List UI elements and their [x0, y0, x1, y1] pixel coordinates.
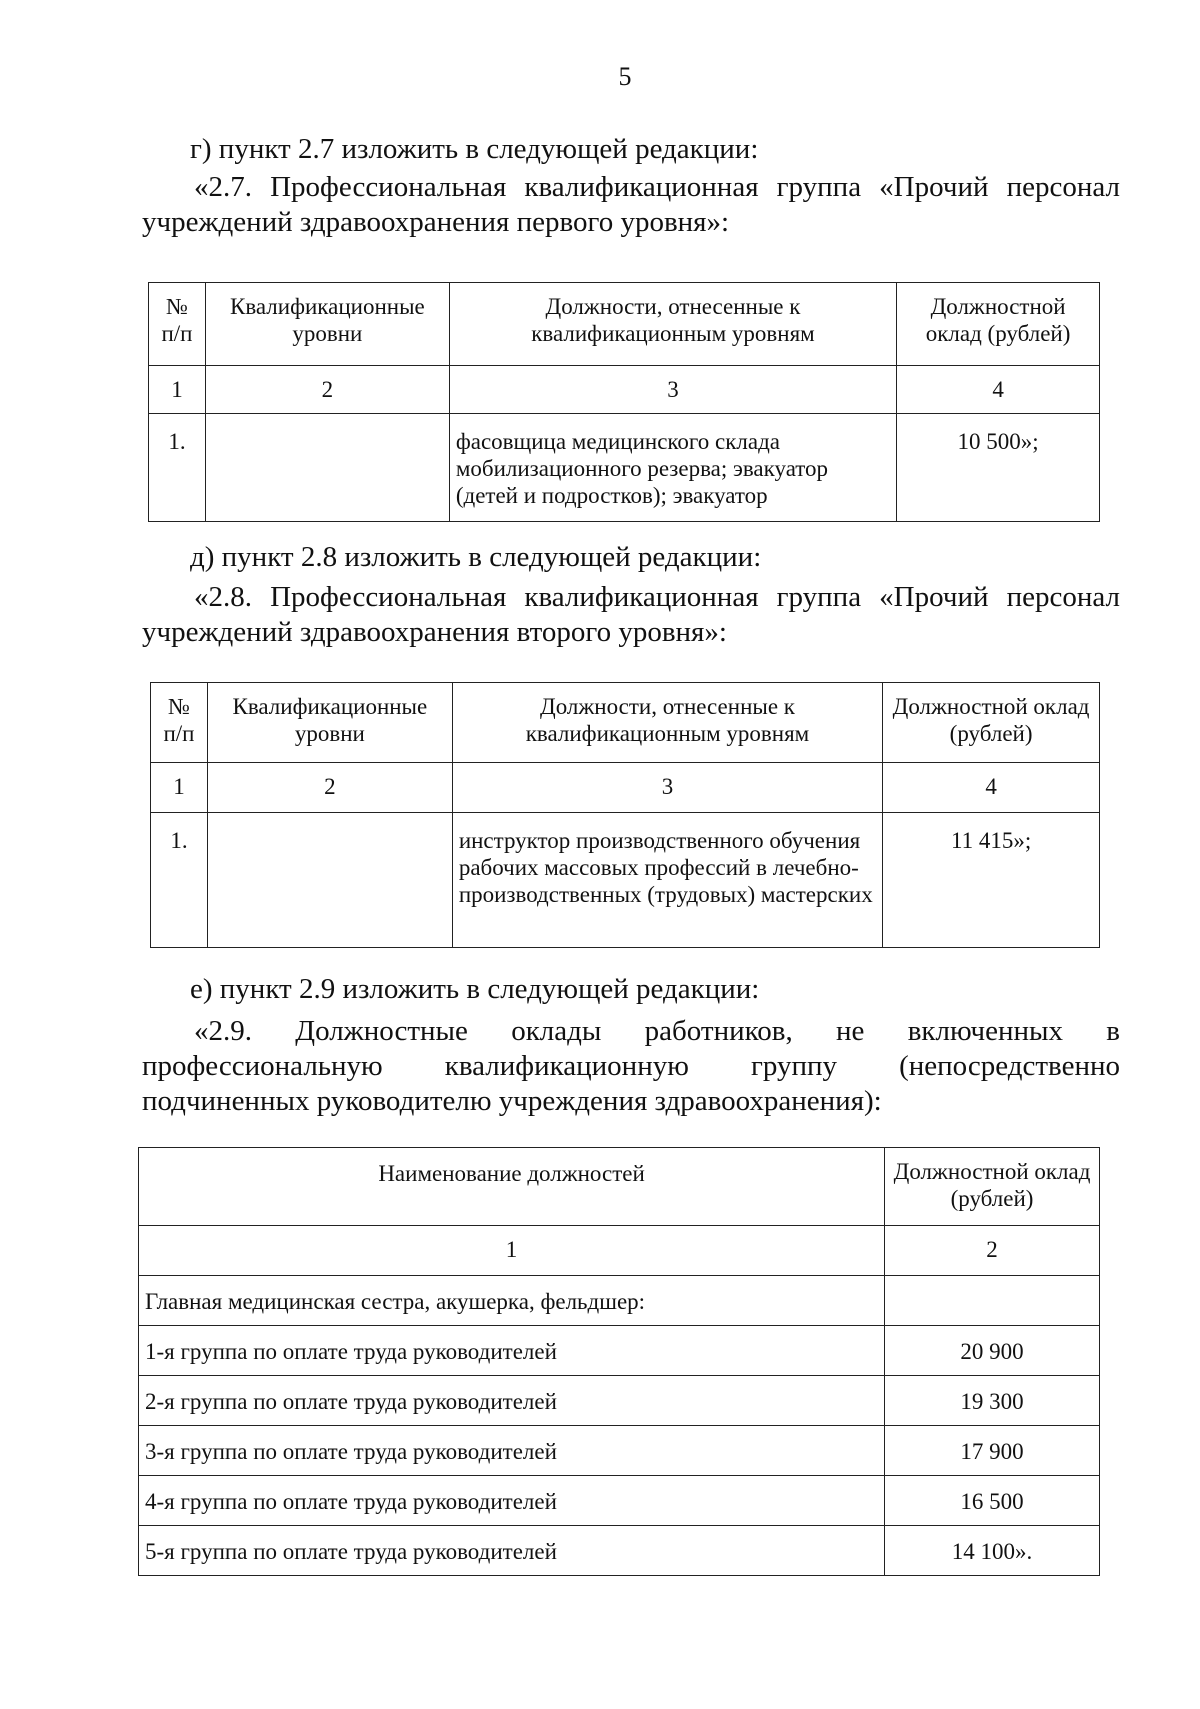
row-position-name: 5-я группа по оплате труда руководителей [139, 1526, 885, 1576]
section-g-heading: г) пункт 2.7 изложить в следующей редакции: [190, 133, 759, 165]
table-header-row [139, 1148, 1100, 1226]
row-salary: 10 500»; [897, 414, 1100, 522]
row-salary: 14 100». [885, 1526, 1100, 1576]
row-number: 1. [149, 414, 206, 522]
table-row [139, 1376, 1100, 1426]
table-2-9 [138, 1147, 1100, 1576]
col-number: 1 [151, 763, 208, 813]
table-numbering-row [139, 1226, 1100, 1276]
row-positions: фасовщица медицинского склада мобилизационного резерва; эвакуатор (детей и подростков); эвакуатор [449, 414, 896, 522]
table-numbering-row [149, 366, 1100, 414]
header-levels: Квалификационные уровни [207, 683, 452, 763]
table-row [151, 813, 1100, 948]
col-number: 2 [207, 763, 452, 813]
header-position-name: Наименование должностей [139, 1148, 885, 1226]
row-position-name: 2-я группа по оплате труда руководителей [139, 1376, 885, 1426]
header-salary: Должностной оклад (рублей) [883, 683, 1100, 763]
section-d-heading: д) пункт 2.8 изложить в следующей редакции: [190, 541, 762, 573]
col-number: 4 [883, 763, 1100, 813]
col-number: 2 [885, 1226, 1100, 1276]
table-row [149, 414, 1100, 522]
table-header-row [149, 283, 1100, 366]
header-salary: Должностной оклад (рублей) [885, 1148, 1100, 1226]
table-2-7 [148, 282, 1100, 522]
section-d-intro: «2.8. Профессиональная квалификационная группа «Прочий персонал учреждений здравоохранения второго уровня»: [142, 581, 1120, 648]
group-label: Главная медицинская сестра, акушерка, фельдшер: [139, 1276, 885, 1326]
table-row [139, 1426, 1100, 1476]
table-row [139, 1326, 1100, 1376]
header-number: № п/п [149, 283, 206, 366]
table-row [139, 1526, 1100, 1576]
row-position-name: 3-я группа по оплате труда руководителей [139, 1426, 885, 1476]
group-salary-empty [885, 1276, 1100, 1326]
row-salary: 20 900 [885, 1326, 1100, 1376]
table-numbering-row [151, 763, 1100, 813]
col-number: 2 [205, 366, 449, 414]
row-salary: 11 415»; [883, 813, 1100, 948]
table-row [139, 1476, 1100, 1526]
page-number: 5 [618, 62, 632, 91]
header-levels: Квалификационные уровни [205, 283, 449, 366]
col-number: 1 [139, 1226, 885, 1276]
row-positions: инструктор производственного обучения рабочих массовых профессий в лечебно-производственных (трудовых) мастерских [452, 813, 882, 948]
row-salary: 16 500 [885, 1476, 1100, 1526]
header-salary: Должностной оклад (рублей) [897, 283, 1100, 366]
header-positions: Должности, отнесенные к квалификационным уровням [449, 283, 896, 366]
row-salary: 19 300 [885, 1376, 1100, 1426]
row-level [207, 813, 452, 948]
col-number: 3 [452, 763, 882, 813]
table-2-8 [150, 682, 1100, 948]
row-position-name: 4-я группа по оплате труда руководителей [139, 1476, 885, 1526]
table-group-row [139, 1276, 1100, 1326]
header-number: № п/п [151, 683, 208, 763]
section-e-intro: «2.9. Должностные оклады работников, не включенных в профессиональную квалификационную группу (непосредственно подчиненных руководителю учреждения здравоохранения): [142, 1015, 1120, 1117]
row-salary: 17 900 [885, 1426, 1100, 1476]
row-number: 1. [151, 813, 208, 948]
table-header-row [151, 683, 1100, 763]
section-g-intro: «2.7. Профессиональная квалификационная группа «Прочий персонал учреждений здравоохранения первого уровня»: [142, 171, 1120, 238]
col-number: 1 [149, 366, 206, 414]
col-number: 3 [449, 366, 896, 414]
row-level [205, 414, 449, 522]
row-position-name: 1-я группа по оплате труда руководителей [139, 1326, 885, 1376]
header-positions: Должности, отнесенные к квалификационным уровням [452, 683, 882, 763]
section-e-heading: е) пункт 2.9 изложить в следующей редакции: [190, 973, 760, 1005]
col-number: 4 [897, 366, 1100, 414]
